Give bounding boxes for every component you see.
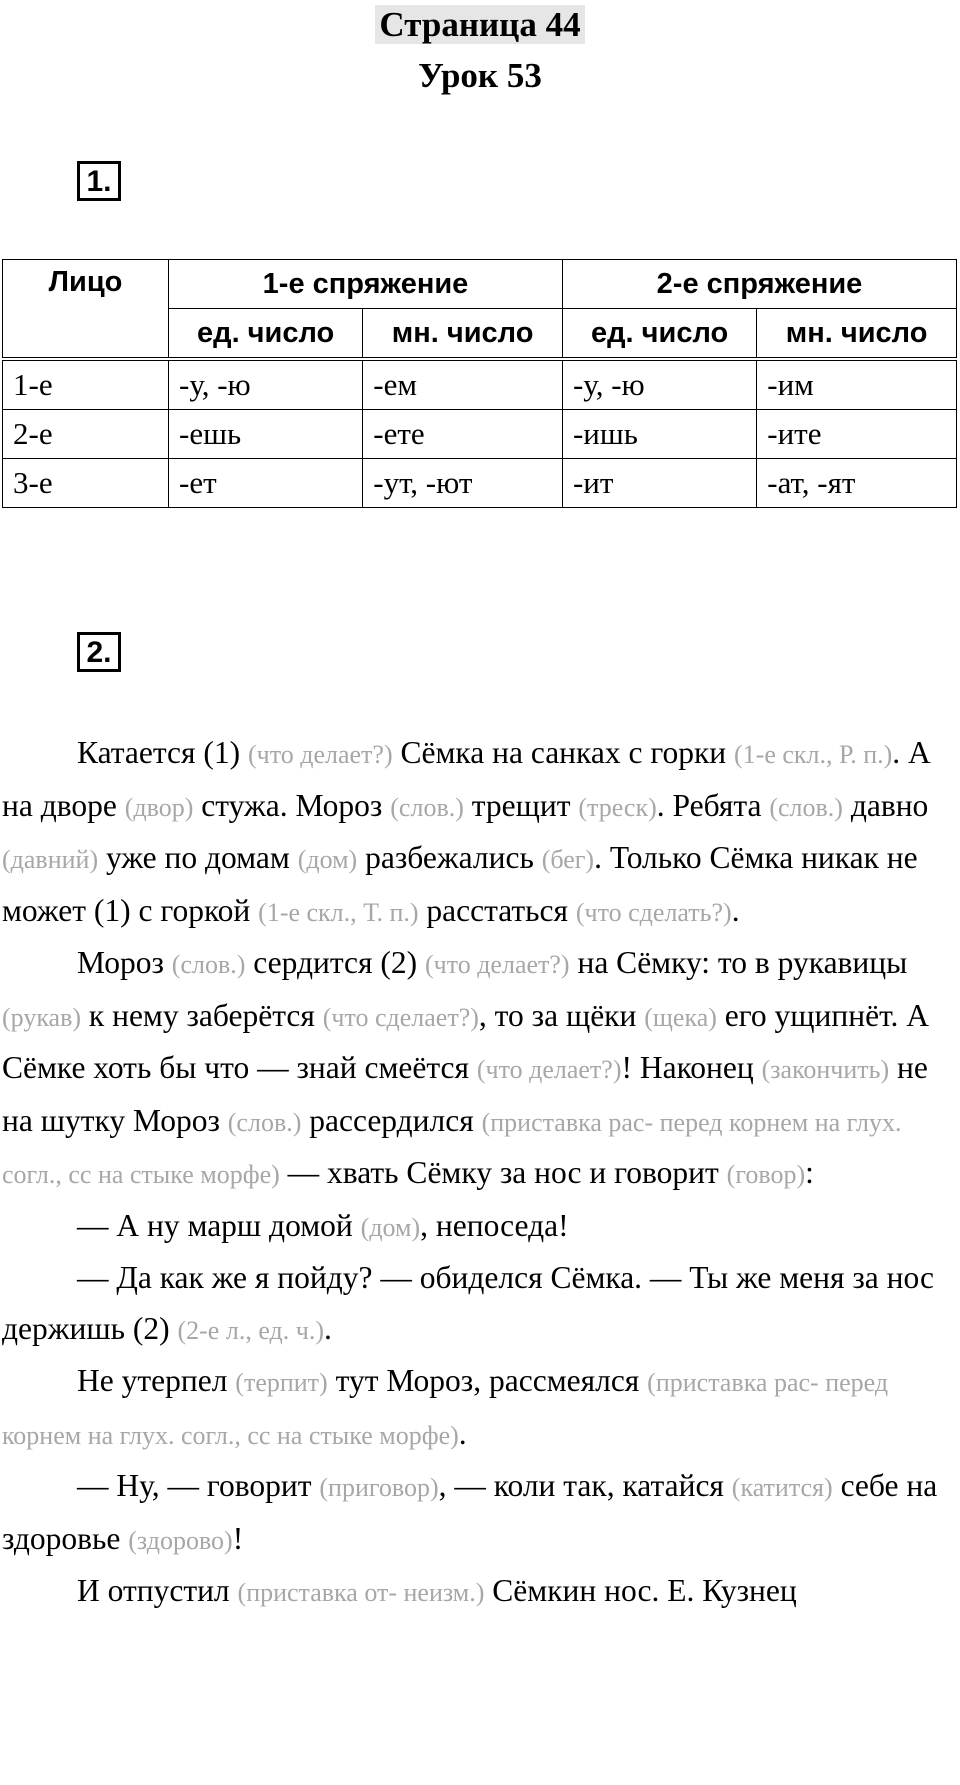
grammar-note: (приговор)	[319, 1473, 439, 1502]
grammar-note: (что делает?)	[476, 1055, 622, 1084]
grammar-note: (давний)	[2, 845, 99, 874]
grammar-note: (что делает?)	[247, 740, 393, 769]
grammar-note: (слов.)	[769, 792, 843, 822]
grammar-note: (бег)	[541, 845, 595, 874]
grammar-note: (приставка от- неизм.)	[237, 1578, 485, 1607]
grammar-note: (щека)	[644, 1002, 717, 1032]
grammar-note: (рукав)	[2, 1002, 82, 1032]
paragraph: — А ну марш домой (дом), непоседа!	[77, 1207, 569, 1243]
cell: -ем	[363, 359, 563, 410]
grammar-note: (что делает?)	[424, 950, 570, 979]
cell-person: 3-е	[3, 459, 169, 508]
grammar-note: (треск)	[578, 792, 657, 822]
table-row	[3, 459, 957, 508]
conjugation-table	[2, 259, 957, 508]
header-group-1: 1-е спряжение	[169, 260, 563, 309]
cell: -у, -ю	[169, 359, 363, 410]
task-number-1: 1.	[77, 161, 121, 201]
header-group-2: 2-е спряжение	[562, 260, 956, 309]
cell-person: 1-е	[3, 359, 169, 410]
grammar-note: (терпит)	[235, 1368, 328, 1397]
paragraph: — Да как же я пойду? — обиделся Сёмка. — Ты же меня за нос держишь (2) (2-е л., ед. ч.).	[2, 1260, 935, 1346]
grammar-note: (двор)	[124, 792, 194, 822]
cell: -ит	[562, 459, 756, 508]
grammar-note: (закончить)	[761, 1055, 890, 1084]
lesson-title: Урок 53	[418, 56, 542, 95]
grammar-note: (1-е скл., Р. п.)	[734, 740, 893, 769]
grammar-note: (дом)	[360, 1212, 421, 1242]
subheader-g2-pl: мн. число	[757, 309, 957, 360]
cell: -ешь	[169, 410, 363, 459]
cell: -ет	[169, 459, 363, 508]
grammar-note: (2-е л., ед. ч.)	[177, 1315, 324, 1345]
subheader-g1-sg: ед. число	[169, 309, 363, 360]
cell: -ете	[363, 410, 563, 459]
grammar-note: (дом)	[297, 845, 358, 874]
cell: -ут, -ют	[363, 459, 563, 508]
grammar-note: (слов.)	[390, 792, 464, 822]
cell: -ат, -ят	[757, 459, 957, 508]
grammar-note: (приставка рас- перед корнем на глух. согл., сс на стыке морфе)	[2, 1368, 889, 1450]
paragraph: Катается (1) (что делает?) Сёмка на санках с горки (1-е скл., Р. п.). А на дворе (двор) стужа. Мороз (слов.) трещит (треск). Ребята (слов.) давно (давний) уже по домам (дом) разбежались (бег). Только Сёмка никак не может (1) с горкой (1-е скл., Т. п.) расстаться (что сделать?).	[2, 735, 931, 928]
paragraph: Не утерпел (терпит) тут Мороз, рассмеялся (приставка рас- перед корнем на глух. согл., сс на стыке морфе).	[2, 1363, 889, 1451]
header-person: Лицо	[3, 260, 169, 360]
cell: -им	[757, 359, 957, 410]
grammar-note: (1-е скл., Т. п.)	[258, 897, 419, 927]
exercise-text	[2, 728, 958, 1619]
grammar-note: (что сделает?)	[322, 1002, 479, 1032]
grammar-note: (слов.)	[171, 950, 246, 979]
paragraph: Мороз (слов.) сердится (2) (что делает?) на Сёмку: то в рукавицы (рукав) к нему заберётся (что сделает?), то за щёки (щека) его ущипнёт. А Сёмке хоть бы что — знай смеётся (что делает?)! Наконец (закончить) не на шутку Мороз (слов.) рассердился (приставка рас- перед корнем на глух. согл., сс на стыке морфе) — хвать Сёмку за нос и говорит (говор):	[2, 945, 929, 1190]
cell: -ите	[757, 410, 957, 459]
paragraph: — Ну, — говорит (приговор), — коли так, катайся (катится) себе на здоровье (здорово)!	[2, 1468, 938, 1556]
task-number-2: 2.	[77, 632, 121, 672]
table-row	[3, 359, 957, 410]
grammar-note: (приставка рас- перед корнем на глух. согл., сс на стыке морфе)	[2, 1107, 902, 1189]
paragraph: И отпустил (приставка от- неизм.) Сёмкин нос. Е. Кузнец	[77, 1573, 797, 1608]
cell-person: 2-е	[3, 410, 169, 459]
subheader-g1-pl: мн. число	[363, 309, 563, 360]
page-title: Страница 44	[0, 1, 960, 49]
cell: -ишь	[562, 410, 756, 459]
grammar-note: (здорово)	[128, 1525, 233, 1555]
table-row	[3, 410, 957, 459]
subheader-g2-sg: ед. число	[562, 309, 756, 360]
cell: -у, -ю	[562, 359, 756, 410]
grammar-note: (говор)	[726, 1160, 806, 1189]
grammar-note: (что сделать?)	[575, 897, 732, 927]
table-header-row	[3, 260, 957, 309]
grammar-note: (слов.)	[227, 1107, 302, 1137]
grammar-note: (катится)	[731, 1473, 833, 1502]
